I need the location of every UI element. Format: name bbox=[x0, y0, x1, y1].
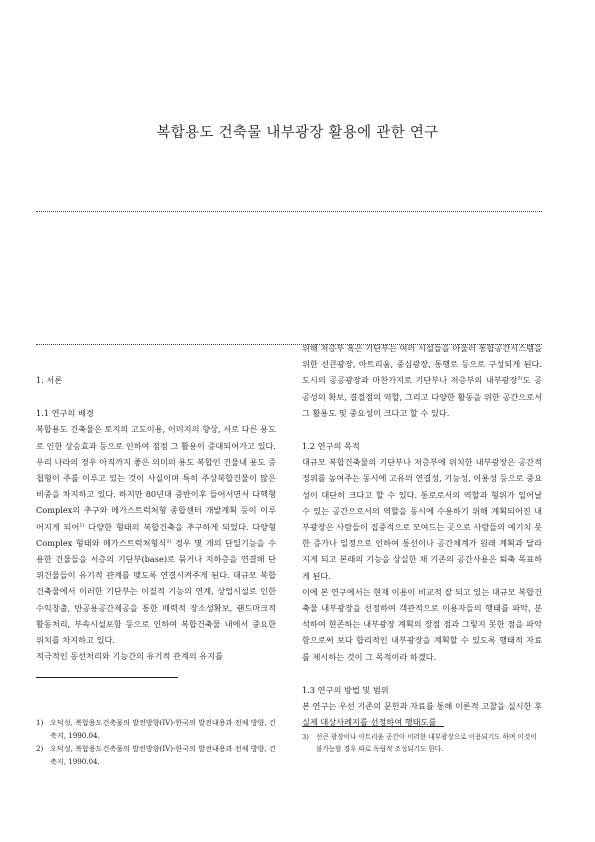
footnote: 1) 오덕성, 복합용도건축물의 발전방향(IV)-한국의 발전내용과 전체 방향, 건축지, 1990.04. bbox=[36, 718, 276, 740]
footnotes-left bbox=[36, 716, 276, 768]
dotted-divider-top bbox=[36, 211, 542, 212]
subsection-heading-purpose: 1.2 연구의 목적 bbox=[302, 441, 360, 452]
footnote-rule-left bbox=[36, 677, 178, 678]
body-paragraph: 본 연구는 우선 기존의 문헌과 자료를 통해 이론적 고찰을 실시한 후 실제 대상사례지를 선정하여 행태도를 bbox=[302, 701, 542, 728]
footnote-rule-right bbox=[302, 726, 444, 727]
section-heading: 1. 서론 bbox=[36, 375, 63, 385]
right-column bbox=[302, 340, 542, 730]
footnotes-right bbox=[302, 732, 542, 755]
footnote-ref: 1) bbox=[79, 521, 85, 528]
body-paragraph: 적극적인 동선처리와 기능간의 유기적 관계의 유지를 bbox=[36, 651, 224, 662]
body-paragraph: 위해 저층부 혹은 기단부는 여러 시설들을 아울러 통합공간시스템을 위한 선큰광장, 아트리움, 중심광장, 통행로 등으로 구성되게 된다. 도시의 공공광장과 마찬가지로 기단부나 저층부의 내부광장$^{3)}$도 공공성의 확보, 결절점의 역할, 그리고 다양한 활동을 위한 공간으로서 그 활용도 및 중요성이 크다고 할 수 있다. bbox=[302, 343, 542, 418]
footnote-ref: 3) bbox=[517, 375, 523, 382]
subsection-heading-background: 1.1 연구의 배경 bbox=[36, 408, 94, 419]
body-paragraph: 복합용도 건축물은 토지의 고도이용, 이미지의 향상, 서로 다른 용도로 인한 상승효과 등으로 인하여 점점 그 활용이 증대되어가고 있다. 우리 나라의 경우 아직까지 좋은 의미의 용도 복합인 건물내 용도 증첩형이 주를 이루고 있는 것이 사실이며 특히 주상복합건물이 많은 비중을 차지하고 있다. 하지만 80년대 중반이후 들어서면서 다핵형 Complex의 추구와 메가스트럭쳐형 종합센터 개발계획 등이 이루어지게 되어$^{1)}$ 다양한 형태의 복합건축을 추구하게 되었다. 다양형 Complex 형태와 메가스트럭쳐형식$^{2)}$ 경우 몇 개의 단일기능을 수용한 건물들을 서층의 기단부(base)로 묶거나 지하층을 연결해 단위건물들이 유기적 관계를 맺도록 연결시켜주게 된다. 대규모 복합건축물에서 이러한 기단부는 이질적 기능의 연계, 상업시설로 인한 수익창출, 반공용공간제공을 통한 매력적 장소성확보, 랜드마크적 활동처리, 부속시설포함 등으로 인하여 복합건축물 내에서 중요한 위치를 차지하고 있다. bbox=[36, 424, 277, 646]
footnote: 3) 선큰 광장이나 아트리움 공간이 이러한 내부광장으로 이용되기도 하며 이것이 불가능할 경우 따로 독립적 조성되기도 한다. bbox=[302, 733, 537, 753]
subsection-heading-method: 1.3 연구의 방법 및 범위 bbox=[302, 684, 389, 695]
body-paragraph: 대규모 복합건축물의 기단부나 저층부에 위치한 내부광장은 공간적 정위를 높여주는 동시에 고유의 연결성, 기능성, 이용성 등으로 중요성이 대단히 크다고 할 수 있다. 통로로서의 역할과 형위가 일어날 수 있는 공간으로서의 역할을 동시에 수용하기 위해 계획되어진 내부광장은 사람들이 집중적으로 모여드는 곳으로 사람들의 예기치 못한 증가나 일정으로 인하여 통선이나 공간체계가 원래 계획과 달라지게 되고 본래의 기능을 상실한 채 기존의 공간사용은 퇴축 목표하게 된다. bbox=[302, 457, 542, 581]
body-paragraph: 이에 본 연구에서는 현재 이용이 비교적 잘 되고 있는 대규모 복합건축물 내부광장을 선정하여 객관적으로 이용자들의 행태를 파악, 분석하여 현존하는 내부광장 계획의 장점 점과 그렇지 못한 점을 파악함으로써 보다 합리적인 내부광장을 계획할 수 있도록 행태적 자료를 제시하는 것이 그 목적이라 하겠다. bbox=[302, 586, 542, 662]
page-title: 복합용도 건축물 내부광장 활용에 관한 연구 bbox=[156, 125, 439, 141]
footnote-ref: 2) bbox=[166, 538, 172, 545]
footnote: 2) 오덕성, 복합용도건축물의 발전방향(IV)-한국의 발전내용과 전체 방향, 건축지, 1990.04. bbox=[36, 744, 276, 766]
left-column bbox=[36, 372, 276, 664]
